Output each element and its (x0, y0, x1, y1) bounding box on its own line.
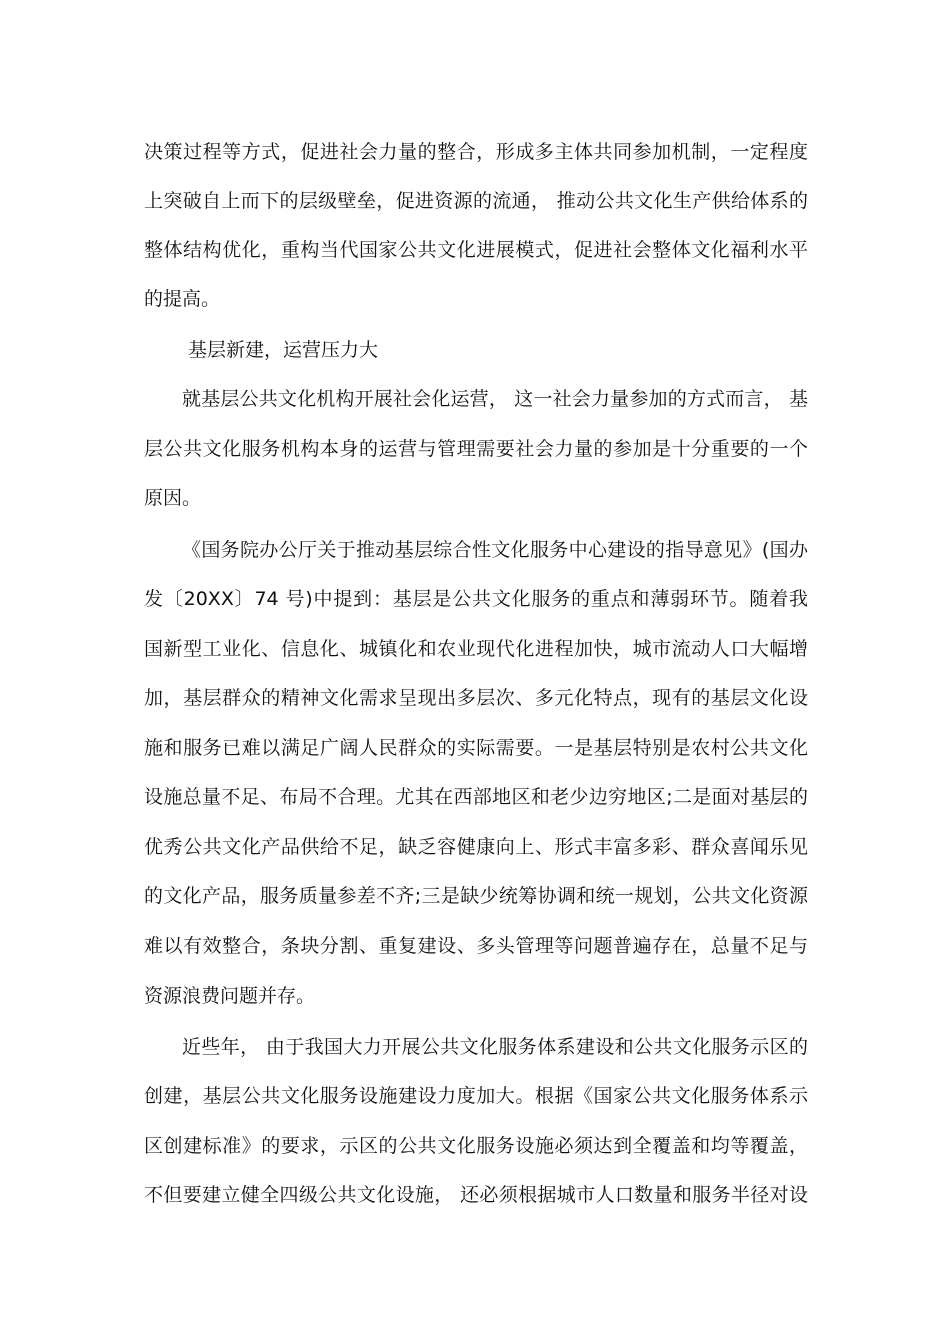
paragraph-3-line-8: 的文化产品，服务质量参差不齐;三是缺少统筹协调和统一规划，公共文化资源 (144, 885, 808, 907)
paragraph-2-line-1: 就基层公共文化机构开展社会化运营， 这一社会力量参加的方式而言， 基 (182, 388, 808, 410)
paragraph-1-line-1: 决策过程等方式，促进社会力量的整合，形成多主体共同参加机制，一定程度 (144, 141, 808, 163)
paragraph-4-line-1: 近些年， 由于我国大力开展公共文化服务体系建设和公共文化服务示区的 (182, 1036, 808, 1058)
paragraph-4-line-4: 不但要建立健全四级公共文化设施， 还必须根据城市人口数量和服务半径对设 (144, 1184, 808, 1206)
paragraph-3-line-2: 发〔20XX〕74 号)中提到：基层是公共文化服务的重点和薄弱环节。随着我 (144, 588, 808, 610)
paragraph-4-line-3: 区创建标准》的要求，示区的公共文化服务设施必须达到全覆盖和均等覆盖， (144, 1135, 808, 1157)
paragraph-2-line-2: 层公共文化服务机构本身的运营与管理需要社会力量的参加是十分重要的一个 (144, 438, 808, 460)
paragraph-4-line-2: 创建，基层公共文化服务设施建设力度加大。根据《国家公共文化服务体系示 (144, 1085, 808, 1107)
paragraph-1-line-4: 的提高。 (144, 288, 221, 310)
paragraph-3-line-10: 资源浪费问题并存。 (144, 985, 316, 1007)
paragraph-3-line-4: 加，基层群众的精神文化需求呈现出多层次、多元化特点，现有的基层文化设 (144, 687, 808, 709)
paragraph-3-line-6: 设施总量不足、布局不合理。尤其在西部地区和老少边穷地区;二是面对基层的 (144, 786, 808, 808)
paragraph-3-line-3: 国新型工业化、信息化、城镇化和农业现代化进程加快，城市流动人口大幅增 (144, 638, 808, 660)
paragraph-1-line-3: 整体结构优化，重构当代国家公共文化进展模式，促进社会整体文化福利水平 (144, 239, 808, 261)
paragraph-3-line-7: 优秀公共文化产品供给不足，缺乏容健康向上、形式丰富多彩、群众喜闻乐见 (144, 836, 808, 858)
paragraph-2-line-3: 原因。 (144, 487, 202, 509)
paragraph-1-line-2: 上突破自上而下的层级壁垒，促进资源的流通， 推动公共文化生产供给体系的 (144, 190, 808, 212)
section-heading: 基层新建，运营压力大 (188, 339, 379, 361)
paragraph-3-line-5: 施和服务已难以满足广阔人民群众的实际需要。一是基层特别是农村公共文化 (144, 737, 808, 759)
paragraph-3-line-9: 难以有效整合，条块分割、重复建设、多头管理等问题普遍存在，总量不足与 (144, 935, 808, 957)
paragraph-3-line-1: 《国务院办公厅关于推动基层综合性文化服务中心建设的指导意见》(国办 (182, 539, 808, 561)
